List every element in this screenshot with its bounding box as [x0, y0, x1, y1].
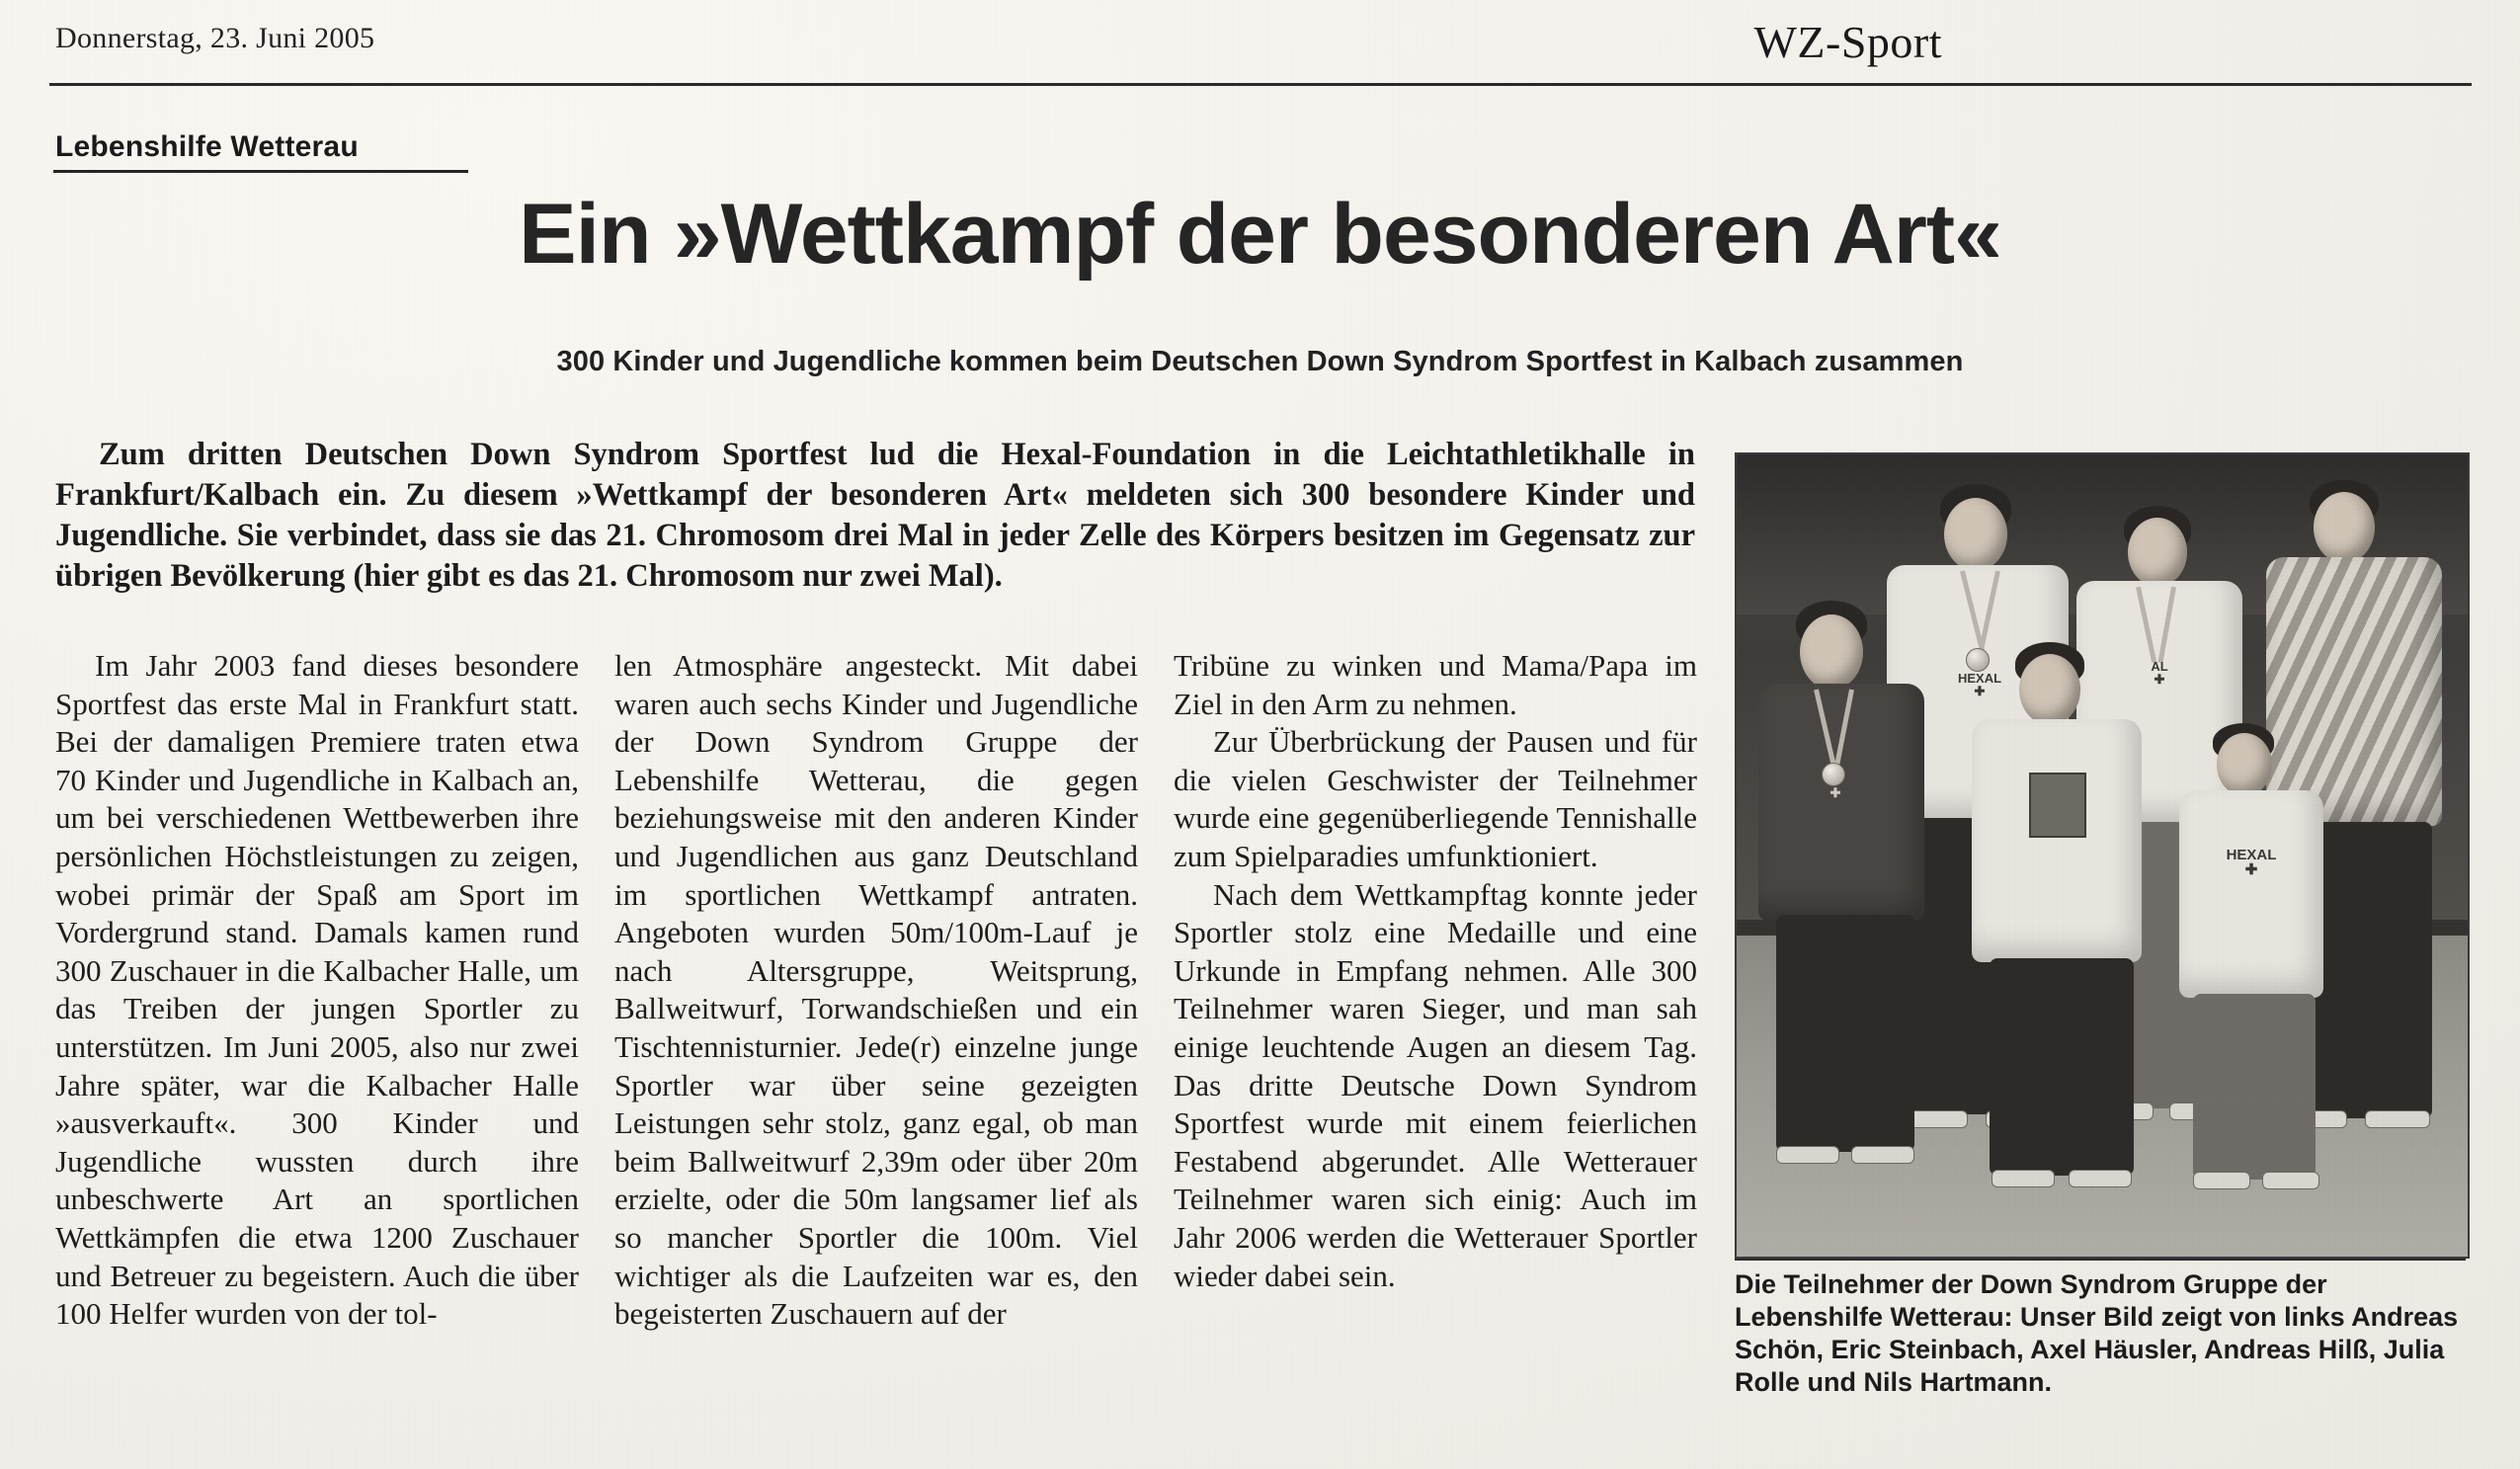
article-kicker: Lebenshilfe Wetterau [55, 130, 359, 163]
paragraph: Zur Überbrückung der Pausen und für die vielen Geschwister der Teilnehmer wurde eine gegenüberliegende Tennishalle zum Spielparadies umfunktioniert. [1174, 724, 1697, 873]
article-body [55, 647, 1699, 1334]
article-column-2 [614, 647, 1138, 1334]
paragraph: len Atmosphäre angesteckt. Mit dabei waren auch sechs Kinder und Jugendliche der Down Syndrom Gruppe der Lebenshilfe Wetterau, die gegen beziehungsweise mit den anderen Kinder und Jugendlichen aus ganz Deutschland im sportlichen Wettkampf antraten. Angeboten wurden 50m/100m-Lauf je nach Altersgruppe, Weitsprung, Ballweitwurf, Torwandschießen und ein Tischtennisturnier. Jede(r) einzelne junge Sportler war über seine gezeigten Leistungen sehr stolz, ganz egal, ob man beim Ballweitwurf 2,39m oder über 20m erzielte, oder die 50m langsamer lief als so mancher Sportler die 100m. Viel wichtiger als die Laufzeiten war es, den begeisterten Zuschauern auf der [614, 648, 1138, 1332]
masthead-section-title: WZ-Sport [1753, 17, 1942, 67]
kicker-underline [53, 170, 468, 173]
article-lead-paragraph: Zum dritten Deutschen Down Syndrom Sportfest lud die Hexal-Foundation in die Leichtathletikhalle in Frankfurt/Kalbach ein. Zu diesem »Wettkampf der besonderen Art« meldeten sich 300 besondere Kinder und Jugendliche. Sie verbindet, dass sie das 21. Chromosom drei Mal in jeder Zelle des Körpers besitzen im Gegensatz zur übrigen Bevölkerung (hier gibt es das 21. Chromosom nur zwei Mal). [55, 437, 1695, 594]
article-photo-block [1735, 452, 2466, 1440]
article-headline: Ein »Wettkampf der besonderen Art« [519, 187, 2001, 282]
article-photo: HEXAL ✚ AL ✚ ✚ HEXAL ✚ [1735, 452, 2470, 1259]
article-subheadline: 300 Kinder und Jugendliche kommen beim Deutschen Down Syndrom Sportfest in Kalbach zusammen [556, 346, 1964, 377]
paragraph: Tribüne zu winken und Mama/Papa im Ziel in den Arm zu nehmen. [1174, 648, 1697, 721]
article-column-3 [1174, 647, 1697, 1334]
masthead-date: Donnerstag, 23. Juni 2005 [55, 22, 375, 54]
masthead [55, 17, 2466, 77]
paragraph: Nach dem Wettkampftag konnte jeder Sportler stolz eine Medaille und eine Urkunde in Empfang nehmen. Alle 300 Teilnehmer waren Sieger, und man sah einige leuchtende Augen an diesem Tag. Das dritte Deutsche Down Syndrom Sportfest wurde mit einem feierlichen Festabend abgerundet. Alle Wetterauer Teilnehmer waren sich einig: Auch im Jahr 2006 werden die Wetterauer Sportler wieder dabei sein. [1174, 876, 1697, 1293]
article-column-1 [55, 647, 579, 1334]
paragraph: Im Jahr 2003 fand dieses besondere Sportfest das erste Mal in Frankfurt statt. Bei der damaligen Premiere traten etwa 70 Kinder und Jugendliche in Kalbach an, um bei verschiedenen Wettbewerben ihre persönlichen Höchstleistungen zu zeigen, wobei primär der Spaß am Sport im Vordergrund stand. Damals kamen rund 300 Zuschauer in die Kalbacher Halle, um das Treiben der jungen Sportler zu unterstützen. Im Juni 2005, also nur zwei Jahre später, war die Kalbacher Halle »ausverkauft«. 300 Kinder und Jugendliche wussten durch ihre unbeschwerte Art an sportlichen Wettkämpfen die etwa 1200 Zuschauer und Betreuer zu begeistern. Auch die über 100 Helfer wurden von der tol- [55, 648, 579, 1332]
caption-rule [1735, 1259, 2466, 1261]
photo-caption: Die Teilnehmer der Down Syndrom Gruppe der Lebenshilfe Wetterau: Unser Bild zeigt von links Andreas Schön, Eric Steinbach, Axel Häusler, Andreas Hilß, Julia Rolle und Nils Hartmann. [1735, 1269, 2459, 1397]
masthead-rule [49, 83, 2472, 86]
